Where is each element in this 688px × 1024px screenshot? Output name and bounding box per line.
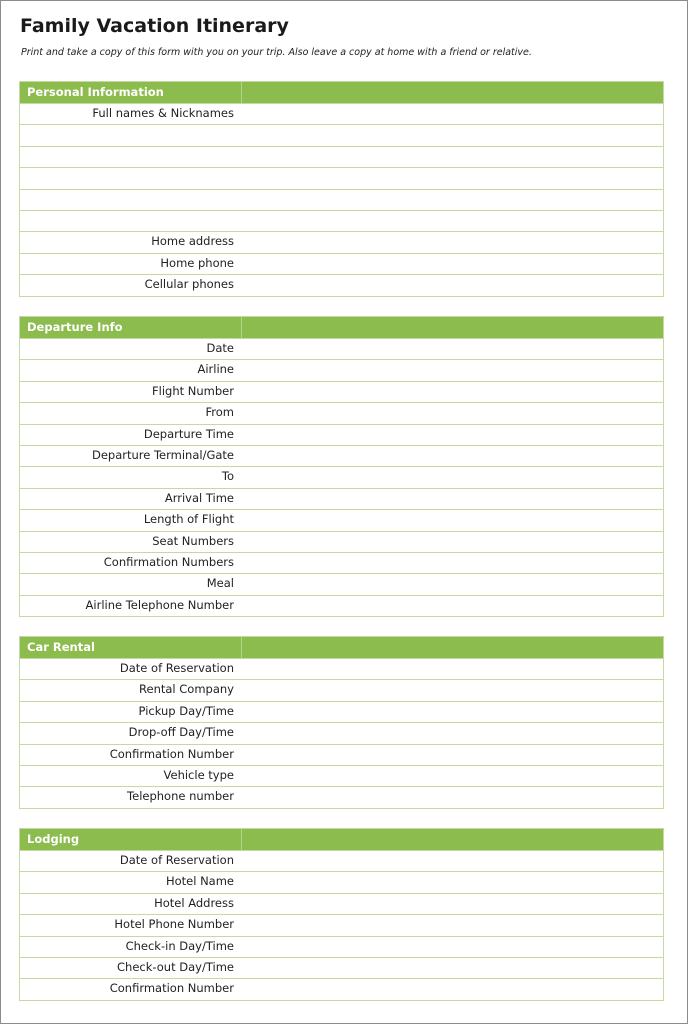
form-row (20, 424, 663, 445)
field-value-cell[interactable] (242, 147, 663, 167)
section-header: Personal Information (20, 82, 663, 103)
field-value-cell[interactable] (242, 360, 663, 380)
field-label: Arrival Time (164, 490, 234, 505)
field-value-cell[interactable] (242, 532, 663, 552)
field-label: Confirmation Numbers (103, 554, 234, 569)
form-row (20, 786, 663, 807)
section-header: Car Rental (20, 637, 663, 658)
field-label: Date of Reservation (119, 661, 234, 675)
form-row (20, 381, 663, 402)
form-row (20, 167, 663, 188)
field-label: Length of Flight (143, 512, 234, 527)
field-label: Cellular phones (144, 277, 234, 292)
field-label: From (205, 405, 234, 420)
field-value-cell[interactable] (242, 382, 663, 402)
field-label: Home address (151, 234, 234, 249)
field-label: Check-out Day/Time (117, 959, 234, 974)
field-value-cell[interactable] (242, 510, 663, 530)
section-header: Lodging (20, 829, 663, 850)
field-value-cell[interactable] (242, 275, 663, 295)
form-row (20, 466, 663, 487)
form-row (20, 658, 663, 679)
field-value-cell[interactable] (242, 553, 663, 573)
field-value-cell[interactable] (242, 425, 663, 445)
field-label: Full names & Nicknames (92, 106, 234, 120)
field-value-cell[interactable] (242, 574, 663, 594)
field-label: Vehicle type (163, 767, 234, 782)
field-label: Drop-off Day/Time (128, 725, 234, 740)
form-row (20, 893, 663, 914)
field-label: Airline Telephone Number (85, 597, 234, 612)
form-row (20, 146, 663, 167)
field-value-cell[interactable] (242, 958, 663, 978)
form-row (20, 679, 663, 700)
field-value-cell[interactable] (242, 211, 663, 231)
form-row (20, 936, 663, 957)
field-value-cell[interactable] (242, 702, 663, 722)
field-label: Confirmation Number (109, 746, 234, 761)
field-value-cell[interactable] (242, 745, 663, 765)
form-row (20, 274, 663, 295)
field-label: Confirmation Number (109, 981, 234, 996)
field-label: Hotel Address (154, 895, 234, 910)
section-lodging (19, 828, 664, 1001)
form-row (20, 722, 663, 743)
field-value-cell[interactable] (242, 168, 663, 188)
field-label (20, 168, 234, 188)
field-label (20, 190, 234, 210)
field-label: Date of Reservation (119, 853, 234, 867)
field-value-cell[interactable] (242, 446, 663, 466)
form-row (20, 531, 663, 552)
form-row (20, 850, 663, 871)
form-row (20, 914, 663, 935)
field-value-cell[interactable] (242, 489, 663, 509)
field-label (20, 147, 234, 167)
field-label: Pickup Day/Time (138, 703, 234, 718)
field-value-cell[interactable] (242, 766, 663, 786)
section-departure-info (19, 316, 664, 617)
field-value-cell[interactable] (242, 787, 663, 807)
field-label: Rental Company (139, 682, 234, 697)
field-value-cell[interactable] (242, 254, 663, 274)
field-label: Date (206, 341, 234, 355)
form-row (20, 189, 663, 210)
form-row (20, 957, 663, 978)
page-title: Family Vacation Itinerary (20, 15, 289, 37)
field-value-cell[interactable] (242, 339, 663, 359)
field-label: Meal (206, 576, 234, 591)
form-row (20, 744, 663, 765)
form-row (20, 103, 663, 124)
field-label: Hotel Name (165, 874, 234, 889)
section-personal-information (19, 81, 664, 297)
field-label (20, 211, 234, 231)
field-value-cell[interactable] (242, 851, 663, 871)
field-value-cell[interactable] (242, 403, 663, 423)
field-value-cell[interactable] (242, 723, 663, 743)
form-row (20, 978, 663, 999)
form-row (20, 765, 663, 786)
field-label: Check-in Day/Time (125, 938, 234, 953)
form-row (20, 595, 663, 616)
form-row (20, 552, 663, 573)
form-row (20, 701, 663, 722)
field-value-cell[interactable] (242, 680, 663, 700)
section-header: Departure Info (20, 317, 663, 338)
field-label: Departure Time (143, 426, 234, 441)
form-instructions: Print and take a copy of this form with you on your trip. Also leave a copy at home with a friend or relative. (21, 47, 532, 58)
field-label: To (221, 469, 234, 484)
form-row (20, 359, 663, 380)
field-label (20, 125, 234, 145)
field-value-cell[interactable] (242, 979, 663, 999)
field-label: Airline (197, 362, 234, 377)
field-value-cell[interactable] (242, 872, 663, 892)
field-value-cell[interactable] (242, 232, 663, 252)
section-car-rental (19, 636, 664, 809)
field-label: Hotel Phone Number (114, 917, 234, 932)
field-label: Flight Number (152, 383, 234, 398)
field-value-cell[interactable] (242, 894, 663, 914)
form-row (20, 573, 663, 594)
field-value-cell[interactable] (242, 190, 663, 210)
form-row (20, 871, 663, 892)
form-row (20, 253, 663, 274)
field-value-cell[interactable] (242, 467, 663, 487)
form-row (20, 124, 663, 145)
form-row (20, 488, 663, 509)
field-value-cell[interactable] (242, 915, 663, 935)
form-row (20, 509, 663, 530)
field-label: Seat Numbers (152, 533, 234, 548)
form-row (20, 338, 663, 359)
field-value-cell[interactable] (242, 937, 663, 957)
field-value-cell[interactable] (242, 104, 663, 124)
form-row (20, 210, 663, 231)
form-row (20, 445, 663, 466)
field-label: Departure Terminal/Gate (91, 447, 234, 462)
field-value-cell[interactable] (242, 125, 663, 145)
form-row (20, 231, 663, 252)
field-label: Telephone number (127, 789, 234, 804)
field-value-cell[interactable] (242, 596, 663, 616)
field-value-cell[interactable] (242, 659, 663, 679)
field-label: Home phone (160, 255, 234, 270)
form-row (20, 402, 663, 423)
